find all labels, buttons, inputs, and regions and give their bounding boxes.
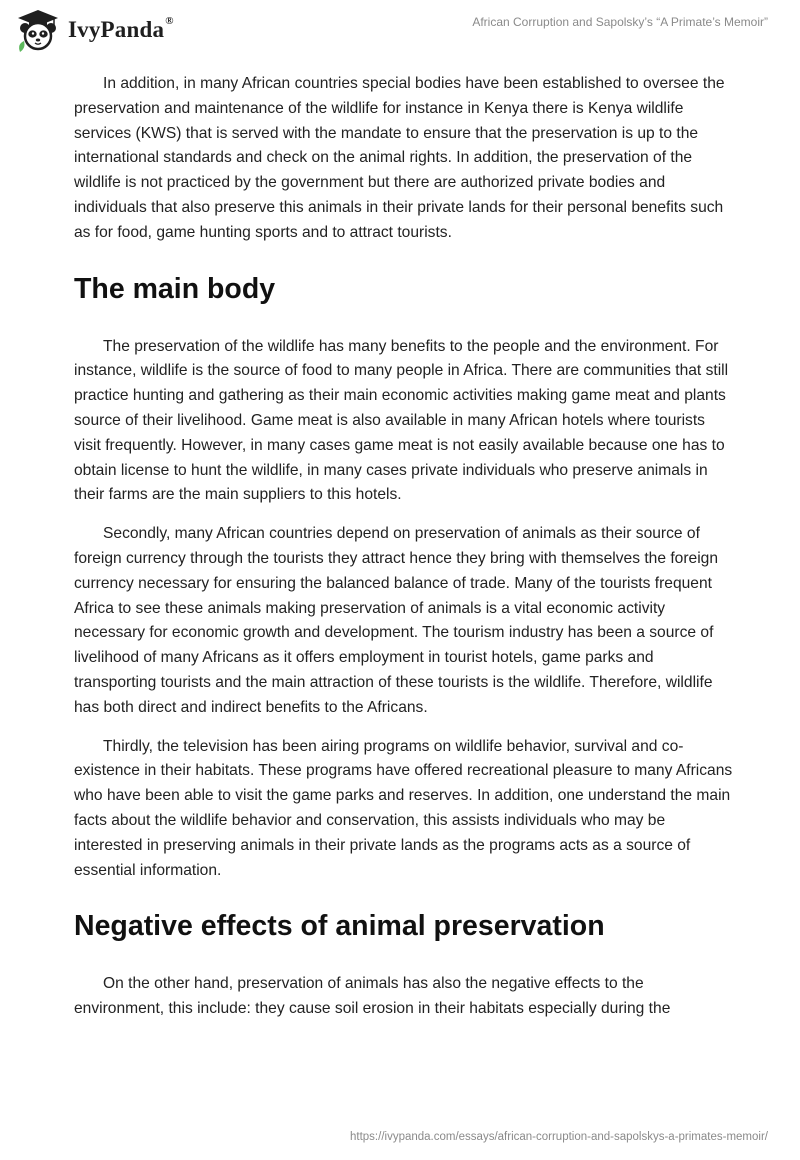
heading-negative-effects: Negative effects of animal preservation <box>74 910 605 943</box>
paragraph-food-source: The preservation of the wildlife has many benefits to the people and the environment. For instance, wildlife is the source of food to many people in Africa. There are communities that still practice hunting and gathering as their main economic activities making game meat and plants source of their livelihood. Game meat is also available in many African hotels where tourists visit frequently. However, in many cases game meat is not easily available because one has to obtain license to hunt the wildlife, in many cases private individuals who preserve animals in their farms are the main suppliers to this hotels. <box>74 337 729 504</box>
paragraph-television: Thirdly, the television has been airing programs on wildlife behavior, survival and co-existence in their habitats. These programs have offered recreational pleasure to many Africans who have been able to visit the game parks and reserves. In addition, one understand the main facts about the wildlife behavior and conservation, this assists individuals who may be interested in preserving animals in their private lands as the programs acts as a source of essential information. <box>74 737 733 879</box>
panda-graduate-icon <box>14 8 62 52</box>
document-title: African Corruption and Sapolsky’s “A Primate’s Memoir” <box>472 15 768 29</box>
essay-content <box>74 72 734 1036</box>
page-header <box>0 0 800 64</box>
brand-name: IvyPanda® <box>68 15 174 42</box>
ivypanda-logo[interactable] <box>14 8 174 52</box>
paragraph-negative-effects: On the other hand, preservation of animals has also the negative effects to the environment, this include: they cause soil erosion in their habitats especially during the <box>74 975 671 1018</box>
heading-main-body: The main body <box>74 272 276 305</box>
registered-mark: ® <box>165 15 174 27</box>
source-url-link[interactable]: https://ivypanda.com/essays/african-corruption-and-sapolskys-a-primates-memoir/ <box>350 1131 768 1143</box>
paragraph-kws: In addition, in many African countries special bodies have been established to oversee the preservation and maintenance of the wildlife for instance in Kenya there is Kenya wildlife services (KWS) that is served with the mandate to ensure that the preservation is up to the international standards and check on the animal rights. In addition, the preservation of the wildlife is not practiced by the government but there are authorized private bodies and individuals that also preserve this animals in their private lands for their personal benefits such as for food, game hunting sports and to attract tourists. <box>74 75 725 241</box>
paragraph-foreign-currency: Secondly, many African countries depend on preservation of animals as their source of foreign currency through the tourists they attract hence they bring with themselves the foreign currency necessary for ensuring the balanced balance of trade. Many of the tourists frequent Africa to see these animals making preservation of animals is a vital economic activity necessary for economic growth and development. The tourism industry has been a source of livelihood of many Africans as it offers employment in tourist hotels, game parks and transporting tourists and the main attraction of these tourists is the wildlife. Therefore, wildlife has both direct and indirect benefits to the Africans. <box>74 525 719 716</box>
